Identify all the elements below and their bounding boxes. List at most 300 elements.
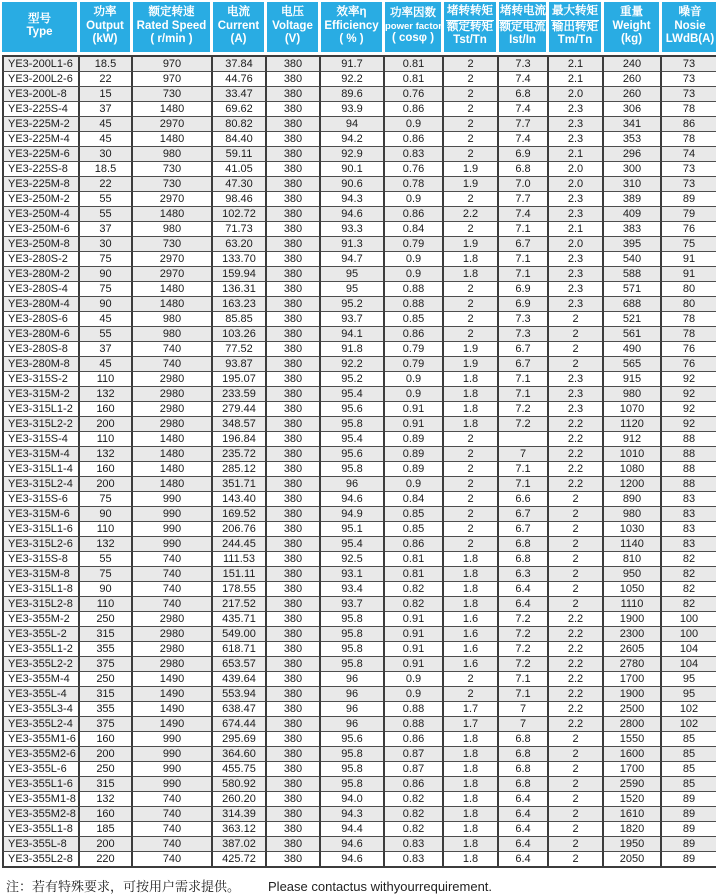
cell-ist-in: 7	[499, 702, 549, 717]
cell-voltage: 380	[267, 717, 321, 732]
cell-noise: 74	[662, 147, 716, 162]
cell-type: YE3-355M2-8	[2, 807, 80, 822]
cell-output: 55	[80, 327, 133, 342]
cell-tm-tn: 2.3	[549, 267, 604, 282]
cell-rated-speed: 2980	[133, 402, 213, 417]
cell-rated-speed: 1480	[133, 297, 213, 312]
motor-spec-table	[2, 2, 716, 868]
cell-output: 90	[80, 297, 133, 312]
cell-tst-tn: 2	[444, 462, 499, 477]
cell-output: 22	[80, 72, 133, 87]
cell-weight: 1950	[604, 837, 662, 852]
cell-efficiency: 94.7	[321, 252, 385, 267]
cell-weight: 260	[604, 87, 662, 102]
cell-output: 200	[80, 477, 133, 492]
cell-current: 80.82	[213, 117, 267, 132]
cell-type: YE3-315M-2	[2, 387, 80, 402]
cell-ist-in: 7.4	[499, 72, 549, 87]
table-row	[2, 792, 716, 807]
table-row	[2, 387, 716, 402]
cell-power-factor: 0.82	[385, 597, 444, 612]
cell-ist-in: 7.2	[499, 402, 549, 417]
cell-rated-speed: 970	[133, 72, 213, 87]
cell-rated-speed: 740	[133, 567, 213, 582]
cell-rated-speed: 990	[133, 732, 213, 747]
cell-efficiency: 91.8	[321, 342, 385, 357]
cell-type: YE3-280M-2	[2, 267, 80, 282]
cell-power-factor: 0.9	[385, 387, 444, 402]
cell-tst-tn: 2	[444, 147, 499, 162]
cell-rated-speed: 2970	[133, 267, 213, 282]
cell-type: YE3-200L1-6	[2, 55, 80, 72]
cell-voltage: 380	[267, 597, 321, 612]
cell-ist-in: 7.1	[499, 477, 549, 492]
cell-power-factor: 0.81	[385, 72, 444, 87]
cell-tst-tn: 1.8	[444, 822, 499, 837]
cell-tst-tn: 1.8	[444, 552, 499, 567]
table-row	[2, 162, 716, 177]
cell-tm-tn: 2.2	[549, 417, 604, 432]
cell-type: YE3-250M-6	[2, 222, 80, 237]
cell-type: YE3-355L2-4	[2, 717, 80, 732]
cell-efficiency: 96	[321, 477, 385, 492]
footer-note-zh: 注：若有特殊要求，可按用户需求提供。	[6, 878, 241, 894]
cell-output: 200	[80, 747, 133, 762]
cell-tst-tn: 1.8	[444, 267, 499, 282]
cell-noise: 88	[662, 447, 716, 462]
cell-power-factor: 0.88	[385, 297, 444, 312]
cell-voltage: 380	[267, 582, 321, 597]
cell-voltage: 380	[267, 492, 321, 507]
cell-current: 260.20	[213, 792, 267, 807]
cell-ist-in: 6.8	[499, 162, 549, 177]
cell-weight: 300	[604, 162, 662, 177]
cell-efficiency: 93.7	[321, 312, 385, 327]
table-row	[2, 762, 716, 777]
cell-ist-in: 7.4	[499, 132, 549, 147]
cell-output: 55	[80, 192, 133, 207]
cell-tm-tn: 2.3	[549, 402, 604, 417]
cell-voltage: 380	[267, 147, 321, 162]
cell-ist-in: 6.7	[499, 237, 549, 252]
cell-voltage: 380	[267, 447, 321, 462]
cell-tm-tn: 2.2	[549, 687, 604, 702]
cell-noise: 100	[662, 627, 716, 642]
cell-ist-in: 6.8	[499, 777, 549, 792]
cell-rated-speed: 1480	[133, 447, 213, 462]
cell-voltage: 380	[267, 612, 321, 627]
cell-power-factor: 0.84	[385, 222, 444, 237]
cell-rated-speed: 2970	[133, 117, 213, 132]
cell-power-factor: 0.91	[385, 402, 444, 417]
cell-tst-tn: 2	[444, 432, 499, 447]
cell-tm-tn: 2.2	[549, 672, 604, 687]
cell-type: YE3-315M-6	[2, 507, 80, 522]
cell-tst-tn: 1.6	[444, 642, 499, 657]
cell-weight: 341	[604, 117, 662, 132]
cell-voltage: 380	[267, 837, 321, 852]
cell-tst-tn: 2	[444, 522, 499, 537]
cell-current: 63.20	[213, 237, 267, 252]
cell-output: 75	[80, 252, 133, 267]
cell-type: YE3-280M-6	[2, 327, 80, 342]
cell-voltage: 380	[267, 342, 321, 357]
cell-tm-tn: 2.0	[549, 87, 604, 102]
column-header-current: 电流 Current (A)	[213, 2, 267, 55]
table-row	[2, 147, 716, 162]
table-row	[2, 297, 716, 312]
cell-tst-tn: 2	[444, 222, 499, 237]
table-row	[2, 177, 716, 192]
cell-tst-tn: 2	[444, 117, 499, 132]
cell-voltage: 380	[267, 177, 321, 192]
cell-tm-tn: 2	[549, 822, 604, 837]
cell-efficiency: 94	[321, 117, 385, 132]
cell-type: YE3-280S-4	[2, 282, 80, 297]
cell-weight: 571	[604, 282, 662, 297]
cell-weight: 912	[604, 432, 662, 447]
cell-current: 439.64	[213, 672, 267, 687]
cell-ist-in: 6.4	[499, 792, 549, 807]
cell-power-factor: 0.83	[385, 837, 444, 852]
cell-tm-tn: 2	[549, 357, 604, 372]
cell-ist-in: 7.2	[499, 627, 549, 642]
cell-output: 75	[80, 492, 133, 507]
cell-tm-tn: 2.3	[549, 252, 604, 267]
cell-rated-speed: 2980	[133, 642, 213, 657]
cell-power-factor: 0.91	[385, 417, 444, 432]
table-row	[2, 537, 716, 552]
table-row	[2, 207, 716, 222]
cell-current: 196.84	[213, 432, 267, 447]
cell-noise: 82	[662, 567, 716, 582]
cell-efficiency: 94.6	[321, 492, 385, 507]
cell-current: 363.12	[213, 822, 267, 837]
cell-efficiency: 95.8	[321, 627, 385, 642]
cell-current: 425.72	[213, 852, 267, 868]
cell-efficiency: 94.4	[321, 822, 385, 837]
cell-weight: 2590	[604, 777, 662, 792]
cell-tm-tn: 2.2	[549, 432, 604, 447]
cell-efficiency: 95.1	[321, 522, 385, 537]
cell-voltage: 380	[267, 327, 321, 342]
cell-efficiency: 92.9	[321, 147, 385, 162]
cell-rated-speed: 1480	[133, 477, 213, 492]
cell-current: 102.72	[213, 207, 267, 222]
cell-weight: 1080	[604, 462, 662, 477]
cell-current: 364.60	[213, 747, 267, 762]
cell-noise: 80	[662, 282, 716, 297]
table-row	[2, 432, 716, 447]
cell-tst-tn: 1.8	[444, 417, 499, 432]
cell-ist-in: 6.8	[499, 552, 549, 567]
cell-output: 18.5	[80, 162, 133, 177]
cell-ist-in: 6.7	[499, 507, 549, 522]
cell-current: 37.84	[213, 55, 267, 72]
cell-current: 84.40	[213, 132, 267, 147]
cell-weight: 1070	[604, 402, 662, 417]
cell-type: YE3-225M-8	[2, 177, 80, 192]
cell-tst-tn: 2	[444, 447, 499, 462]
cell-tst-tn: 2	[444, 507, 499, 522]
cell-rated-speed: 990	[133, 762, 213, 777]
table-row	[2, 462, 716, 477]
cell-power-factor: 0.79	[385, 357, 444, 372]
cell-voltage: 380	[267, 387, 321, 402]
cell-output: 132	[80, 792, 133, 807]
cell-type: YE3-315L2-8	[2, 597, 80, 612]
cell-output: 185	[80, 822, 133, 837]
cell-ist-in: 7.7	[499, 192, 549, 207]
cell-ist-in: 6.8	[499, 537, 549, 552]
cell-noise: 76	[662, 342, 716, 357]
cell-rated-speed: 730	[133, 177, 213, 192]
cell-ist-in: 7	[499, 447, 549, 462]
cell-ist-in: 7.1	[499, 252, 549, 267]
cell-tst-tn: 2	[444, 132, 499, 147]
cell-tst-tn: 2	[444, 72, 499, 87]
cell-power-factor: 0.89	[385, 447, 444, 462]
cell-output: 160	[80, 462, 133, 477]
cell-efficiency: 95.8	[321, 642, 385, 657]
cell-efficiency: 93.9	[321, 102, 385, 117]
cell-weight: 1700	[604, 672, 662, 687]
cell-output: 132	[80, 537, 133, 552]
cell-rated-speed: 740	[133, 837, 213, 852]
cell-weight: 409	[604, 207, 662, 222]
cell-current: 41.05	[213, 162, 267, 177]
cell-output: 55	[80, 207, 133, 222]
cell-weight: 2605	[604, 642, 662, 657]
cell-voltage: 380	[267, 87, 321, 102]
cell-efficiency: 95.2	[321, 372, 385, 387]
cell-current: 159.94	[213, 267, 267, 282]
cell-ist-in: 7.1	[499, 672, 549, 687]
cell-efficiency: 94.6	[321, 852, 385, 868]
cell-efficiency: 95.8	[321, 762, 385, 777]
cell-weight: 1030	[604, 522, 662, 537]
cell-ist-in: 7.2	[499, 657, 549, 672]
cell-ist-in: 7.0	[499, 177, 549, 192]
cell-type: YE3-280S-2	[2, 252, 80, 267]
table-row	[2, 672, 716, 687]
cell-rated-speed: 740	[133, 552, 213, 567]
cell-efficiency: 96	[321, 717, 385, 732]
cell-tm-tn: 2.2	[549, 717, 604, 732]
cell-tst-tn: 1.8	[444, 582, 499, 597]
cell-weight: 565	[604, 357, 662, 372]
cell-ist-in	[499, 432, 549, 447]
cell-noise: 89	[662, 822, 716, 837]
cell-tst-tn: 1.8	[444, 402, 499, 417]
cell-weight: 260	[604, 72, 662, 87]
cell-tm-tn: 2.0	[549, 162, 604, 177]
cell-voltage: 380	[267, 822, 321, 837]
table-row	[2, 657, 716, 672]
cell-efficiency: 95.4	[321, 387, 385, 402]
cell-rated-speed: 1480	[133, 207, 213, 222]
cell-efficiency: 95.8	[321, 747, 385, 762]
cell-output: 355	[80, 642, 133, 657]
cell-efficiency: 96	[321, 687, 385, 702]
cell-tm-tn: 2	[549, 777, 604, 792]
cell-output: 45	[80, 132, 133, 147]
cell-output: 30	[80, 147, 133, 162]
cell-noise: 89	[662, 807, 716, 822]
cell-voltage: 380	[267, 417, 321, 432]
cell-type: YE3-250M-2	[2, 192, 80, 207]
cell-output: 90	[80, 267, 133, 282]
cell-output: 132	[80, 387, 133, 402]
cell-noise: 92	[662, 402, 716, 417]
cell-tm-tn: 2	[549, 327, 604, 342]
cell-efficiency: 90.1	[321, 162, 385, 177]
cell-voltage: 380	[267, 807, 321, 822]
cell-noise: 89	[662, 837, 716, 852]
table-row	[2, 507, 716, 522]
cell-tst-tn: 1.6	[444, 657, 499, 672]
cell-output: 90	[80, 507, 133, 522]
cell-current: 314.39	[213, 807, 267, 822]
cell-weight: 890	[604, 492, 662, 507]
cell-ist-in: 6.9	[499, 282, 549, 297]
table-row	[2, 102, 716, 117]
cell-type: YE3-225M-4	[2, 132, 80, 147]
column-header-efficiency: 效率η Efficiency ( % )	[321, 2, 385, 55]
cell-tm-tn: 2	[549, 507, 604, 522]
cell-tm-tn: 2	[549, 762, 604, 777]
cell-power-factor: 0.89	[385, 462, 444, 477]
cell-tst-tn: 2	[444, 687, 499, 702]
cell-noise: 85	[662, 732, 716, 747]
cell-type: YE3-225S-8	[2, 162, 80, 177]
cell-weight: 490	[604, 342, 662, 357]
cell-type: YE3-355L1-2	[2, 642, 80, 657]
cell-weight: 383	[604, 222, 662, 237]
cell-current: 136.31	[213, 282, 267, 297]
cell-weight: 980	[604, 387, 662, 402]
cell-output: 45	[80, 117, 133, 132]
table-row	[2, 837, 716, 852]
cell-current: 93.87	[213, 357, 267, 372]
column-header-tm-tn: 最大转矩 输出转矩 Tm/Tn	[549, 2, 604, 55]
column-header-weight: 重量 Weight (kg)	[604, 2, 662, 55]
cell-power-factor: 0.88	[385, 717, 444, 732]
cell-tst-tn: 2	[444, 282, 499, 297]
cell-voltage: 380	[267, 72, 321, 87]
cell-rated-speed: 990	[133, 747, 213, 762]
cell-output: 110	[80, 432, 133, 447]
cell-noise: 78	[662, 132, 716, 147]
cell-current: 33.47	[213, 87, 267, 102]
table-row	[2, 372, 716, 387]
cell-tst-tn: 1.8	[444, 762, 499, 777]
column-header-tst-tn: 堵转转矩 额定转矩 Tst/Tn	[444, 2, 499, 55]
cell-rated-speed: 2970	[133, 192, 213, 207]
cell-tst-tn: 1.8	[444, 387, 499, 402]
cell-noise: 91	[662, 267, 716, 282]
cell-type: YE3-315L2-2	[2, 417, 80, 432]
table-row	[2, 597, 716, 612]
cell-rated-speed: 740	[133, 597, 213, 612]
cell-weight: 310	[604, 177, 662, 192]
cell-output: 37	[80, 342, 133, 357]
table-row	[2, 552, 716, 567]
cell-type: YE3-355M2-6	[2, 747, 80, 762]
cell-rated-speed: 990	[133, 507, 213, 522]
cell-efficiency: 95.8	[321, 417, 385, 432]
cell-voltage: 380	[267, 792, 321, 807]
cell-noise: 76	[662, 222, 716, 237]
cell-tm-tn: 2.3	[549, 117, 604, 132]
cell-output: 160	[80, 807, 133, 822]
cell-current: 217.52	[213, 597, 267, 612]
cell-tm-tn: 2.3	[549, 207, 604, 222]
cell-current: 351.71	[213, 477, 267, 492]
cell-ist-in: 6.3	[499, 567, 549, 582]
cell-tst-tn: 1.8	[444, 732, 499, 747]
cell-current: 77.52	[213, 342, 267, 357]
cell-type: YE3-355M-2	[2, 612, 80, 627]
cell-noise: 83	[662, 507, 716, 522]
cell-ist-in: 6.9	[499, 147, 549, 162]
cell-weight: 2780	[604, 657, 662, 672]
cell-ist-in: 7.4	[499, 207, 549, 222]
cell-type: YE3-355M-4	[2, 672, 80, 687]
cell-efficiency: 94.1	[321, 327, 385, 342]
cell-tm-tn: 2	[549, 807, 604, 822]
cell-noise: 104	[662, 642, 716, 657]
cell-voltage: 380	[267, 237, 321, 252]
cell-output: 200	[80, 837, 133, 852]
cell-output: 75	[80, 567, 133, 582]
cell-weight: 1140	[604, 537, 662, 552]
table-row	[2, 807, 716, 822]
cell-efficiency: 92.2	[321, 72, 385, 87]
cell-output: 315	[80, 627, 133, 642]
cell-power-factor: 0.79	[385, 237, 444, 252]
cell-type: YE3-200L-8	[2, 87, 80, 102]
table-row	[2, 87, 716, 102]
cell-voltage: 380	[267, 852, 321, 868]
cell-power-factor: 0.85	[385, 312, 444, 327]
column-header-type: 型号 Type	[2, 2, 80, 55]
cell-type: YE3-315S-8	[2, 552, 80, 567]
cell-weight: 395	[604, 237, 662, 252]
cell-rated-speed: 2980	[133, 387, 213, 402]
cell-ist-in: 7.1	[499, 372, 549, 387]
table-row	[2, 582, 716, 597]
cell-tst-tn: 2.2	[444, 207, 499, 222]
cell-current: 553.94	[213, 687, 267, 702]
cell-voltage: 380	[267, 282, 321, 297]
cell-tm-tn: 2.3	[549, 192, 604, 207]
cell-ist-in: 6.8	[499, 732, 549, 747]
cell-power-factor: 0.85	[385, 507, 444, 522]
cell-efficiency: 93.7	[321, 597, 385, 612]
cell-tm-tn: 2	[549, 522, 604, 537]
cell-rated-speed: 2970	[133, 252, 213, 267]
cell-ist-in: 6.9	[499, 297, 549, 312]
cell-current: 44.76	[213, 72, 267, 87]
cell-power-factor: 0.87	[385, 762, 444, 777]
cell-weight: 240	[604, 55, 662, 72]
cell-output: 250	[80, 612, 133, 627]
cell-current: 169.52	[213, 507, 267, 522]
cell-ist-in: 6.4	[499, 582, 549, 597]
cell-weight: 1900	[604, 612, 662, 627]
table-row	[2, 312, 716, 327]
